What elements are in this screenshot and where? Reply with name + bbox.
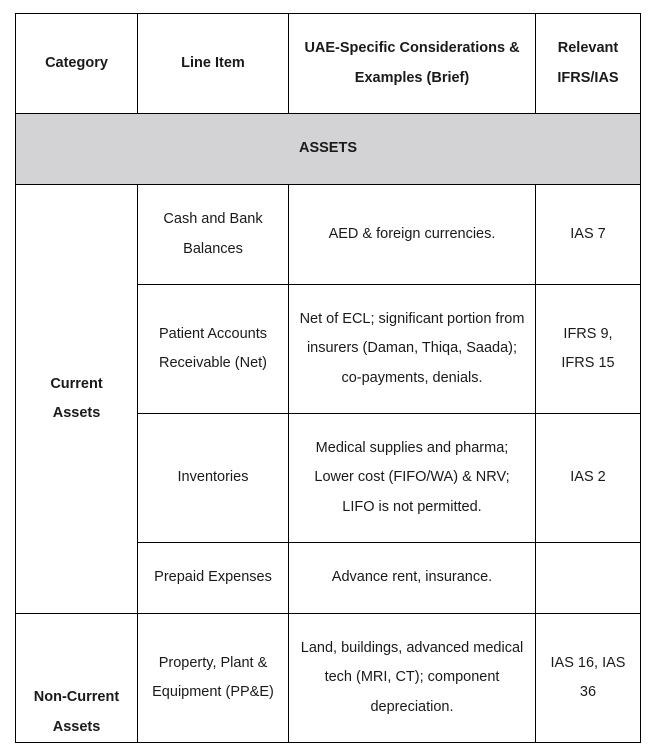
consideration: Net of ECL; significant portion from insurers (Daman, Thiqa, Saada); co-payments, denials. — [289, 285, 536, 414]
header-row — [16, 14, 641, 114]
table-row — [16, 185, 641, 285]
consideration: AED & foreign currencies. — [289, 185, 536, 285]
header-line-item: Line Item — [138, 14, 289, 114]
category-non-current-assets: Non-Current Assets — [16, 614, 138, 743]
consideration: Medical supplies and pharma; Lower cost (FIFO/WA) & NRV; LIFO is not permitted. — [289, 414, 536, 543]
line-item: Inventories — [138, 414, 289, 543]
category-current-assets: Current Assets — [16, 185, 138, 614]
consideration: Advance rent, insurance. — [289, 543, 536, 614]
standard: IFRS 9, IFRS 15 — [536, 285, 641, 414]
line-item: Prepaid Expenses — [138, 543, 289, 614]
standard: IAS 16, IAS 36 — [536, 614, 641, 743]
section-row — [16, 114, 641, 185]
standard: IAS 2 — [536, 414, 641, 543]
line-item: Property, Plant & Equipment (PP&E) — [138, 614, 289, 743]
header-standards: Relevant IFRS/IAS — [536, 14, 641, 114]
section-title: ASSETS — [16, 114, 641, 185]
line-item: Patient Accounts Receivable (Net) — [138, 285, 289, 414]
consideration: Land, buildings, advanced medical tech (MRI, CT); component depreciation. — [289, 614, 536, 743]
header-considerations: UAE-Specific Considerations & Examples (Brief) — [289, 14, 536, 114]
assets-table — [15, 13, 641, 743]
header-category: Category — [16, 14, 138, 114]
line-item: Cash and Bank Balances — [138, 185, 289, 285]
standard — [536, 543, 641, 614]
table-row — [16, 614, 641, 743]
standard: IAS 7 — [536, 185, 641, 285]
